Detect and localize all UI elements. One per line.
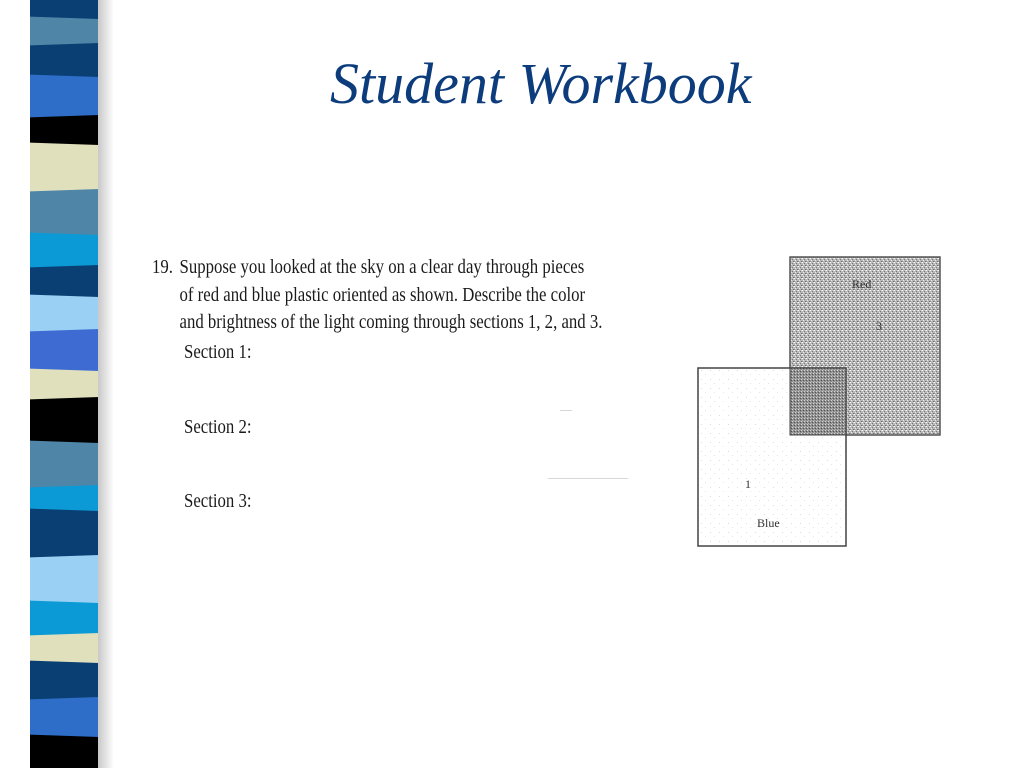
polarizer-figure <box>690 250 950 550</box>
section-1-label: Section 1: <box>184 342 252 363</box>
slide-title: Student Workbook <box>330 51 752 116</box>
section-2-label: Section 2: <box>184 417 252 438</box>
section-3-label: Section 3: <box>184 491 252 512</box>
question-line-1: Suppose you looked at the sky on a clear day through pieces <box>179 257 585 278</box>
scan-speck <box>560 410 572 411</box>
red-label: Red <box>852 277 872 291</box>
polarizer-figure-svg <box>690 250 950 550</box>
scan-speck <box>548 478 628 479</box>
section-1-marker: 1 <box>745 477 751 491</box>
section-3-marker: 3 <box>876 319 882 333</box>
question-line-3: and brightness of the light coming through sections 1, 2, and 3. <box>179 312 603 333</box>
question-number: 19. <box>152 257 173 278</box>
blue-label: Blue <box>757 516 780 530</box>
question-line-2: of red and blue plastic oriented as shown. Describe the color <box>179 285 586 306</box>
stripe-band-shadow <box>98 0 114 768</box>
overlap-section <box>790 368 846 435</box>
